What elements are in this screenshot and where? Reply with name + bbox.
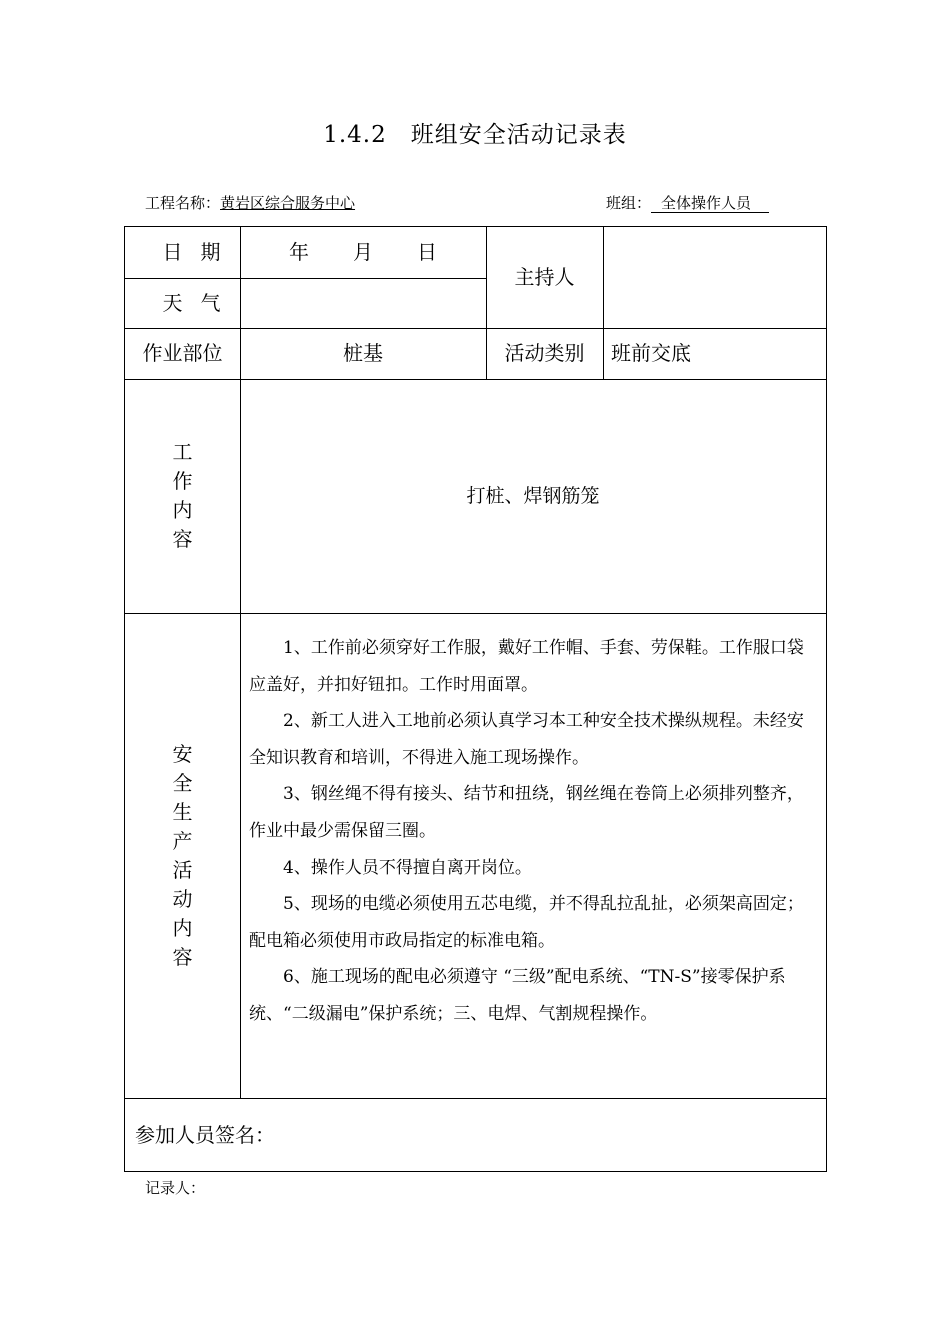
team-label: 班组： <box>606 194 652 212</box>
date-month: 月 <box>353 239 373 264</box>
work-location-label: 作业部位 <box>142 340 223 365</box>
row-divider <box>240 278 486 279</box>
project-field <box>145 192 355 213</box>
safety-item: 2、新工人进入工地前必须认真学习本工种安全技术操纵规程。未经安全知识教育和培训，不得进入施工现场操作。 <box>249 711 804 768</box>
weather-label: 天气 <box>162 290 239 315</box>
host-label: 主持人 <box>514 264 575 289</box>
date-day: 日 <box>417 239 437 264</box>
safety-item: 6、施工现场的配电必须遵守 “三级”配电系统、“TN-S”接零保护系统、“二级漏电”保护系统；三、电焊、气割规程操作。 <box>249 967 786 1024</box>
safety-item: 1、工作前必须穿好工作服，戴好工作帽、手套、劳保鞋。工作服口袋应盖好，并扣好钮扣。工作时用面罩。 <box>249 638 804 695</box>
date-label: 日期 <box>162 239 239 264</box>
project-name: 黄岩区综合服务中心 <box>220 194 356 212</box>
work-content-value: 打桩、焊钢筋笼 <box>466 484 600 507</box>
date-value <box>240 227 486 273</box>
safety-item: 3、钢丝绳不得有接头、结节和扭绕，钢丝绳在卷筒上必须排列整齐，作业中最少需保留三圈。 <box>249 784 804 841</box>
safety-content <box>249 630 819 1033</box>
safety-item: 4、操作人员不得擅自离开岗位。 <box>283 857 532 878</box>
signature-label: 参加人员签名： <box>135 1122 275 1147</box>
activity-type-label: 活动类别 <box>504 340 585 365</box>
column-divider <box>603 227 604 379</box>
activity-record-table <box>124 226 827 1172</box>
team-name: 全体操作人员 <box>651 194 769 213</box>
activity-type-value: 班前交底 <box>611 340 691 365</box>
date-year: 年 <box>289 239 309 264</box>
safety-item: 5、现场的电缆必须使用五芯电缆，并不得乱拉乱扯，必须架高固定；配电箱必须使用市政局指定的标准电箱。 <box>249 894 804 951</box>
recorder-label: 记录人： <box>145 1179 206 1197</box>
work-location-value: 桩基 <box>343 340 383 365</box>
work-content-label: 工 作 内 容 <box>172 440 193 551</box>
project-label: 工程名称： <box>145 194 221 212</box>
team-field <box>606 192 769 213</box>
safety-activity-label: 安 全 生 产 活 动 内 容 <box>172 741 193 969</box>
document-title: 1.4.2 班组安全活动记录表 <box>323 122 627 148</box>
